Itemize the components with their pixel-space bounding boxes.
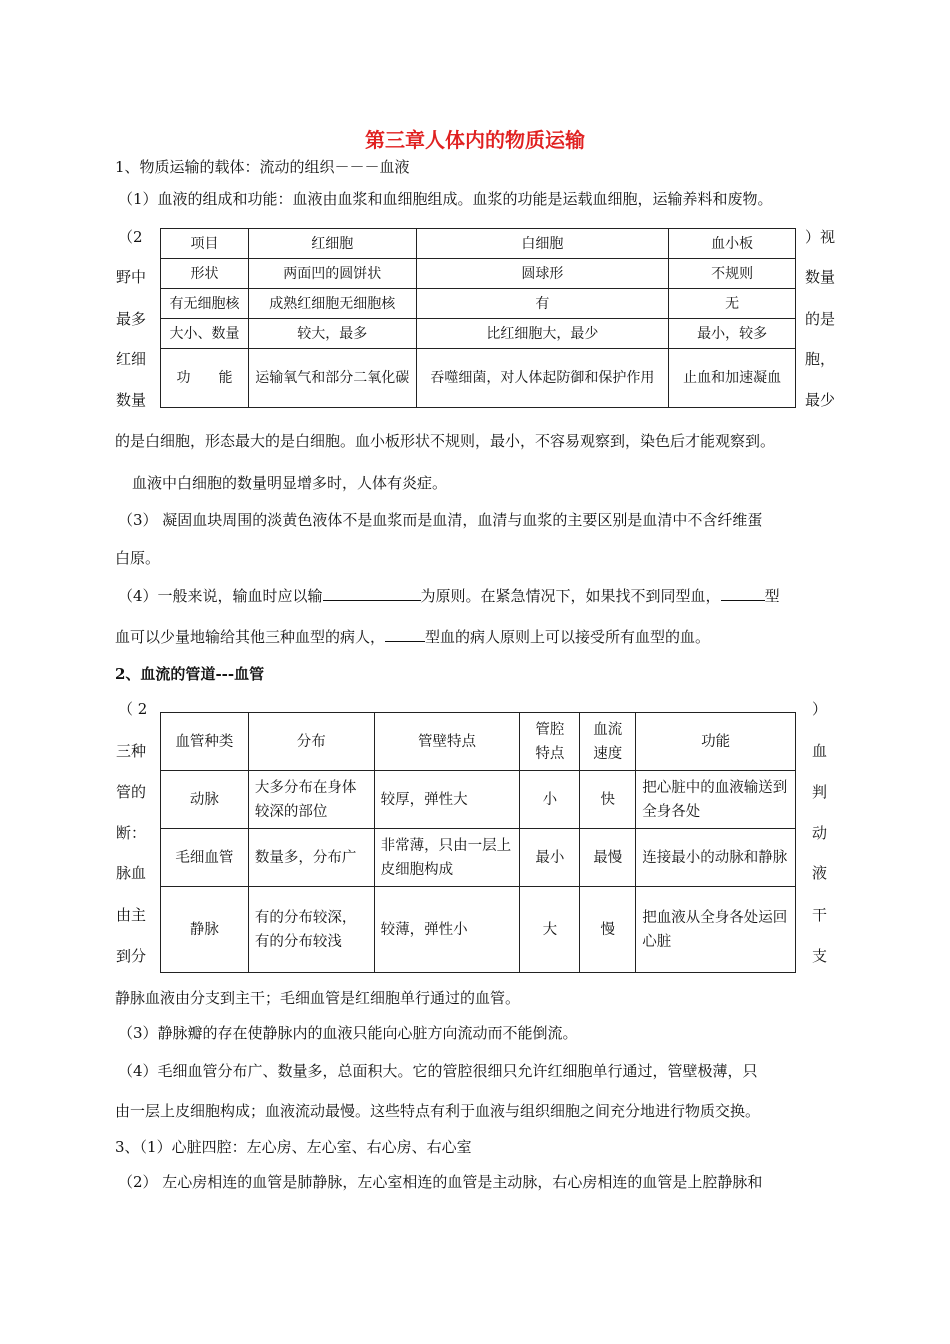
table-header: 功能 <box>636 713 796 771</box>
s2-left-1: （ 2 <box>118 700 148 718</box>
table-row <box>161 829 796 887</box>
table-cell: 有无细胞核 <box>161 289 249 319</box>
p2-left-5: 数量 <box>116 391 147 409</box>
table-cell: 快 <box>580 771 636 829</box>
s2-right-1: ） <box>812 700 828 718</box>
p3a: （3） 凝固血块周围的淡黄色液体不是血浆而是血清，血清与血浆的主要区别是血清中不含纤维蛋 <box>118 511 763 529</box>
p4a-part3: 型 <box>764 587 780 605</box>
section2-heading: 2、血流的管道---血管 <box>115 665 265 683</box>
table-header: 血小板 <box>669 229 796 259</box>
table-row <box>161 771 796 829</box>
table-cell: 较厚，弹性大 <box>374 771 520 829</box>
s2-left-4: 断： <box>116 824 147 842</box>
table-cell: 大多分布在身体较深的部位 <box>248 771 374 829</box>
page-title: 第三章人体内的物质运输 <box>365 128 585 152</box>
blood-cell-table <box>160 228 796 408</box>
s2-p3: （3）静脉瓣的存在使静脉内的血液只能向心脏方向流动而不能倒流。 <box>118 1024 578 1042</box>
s2-right-5: 液 <box>812 864 828 882</box>
s2-left-3: 管的 <box>116 783 147 801</box>
p2-right-4: 胞， <box>805 350 836 368</box>
table-cell: 大小、数量 <box>161 319 249 349</box>
table-row <box>161 319 796 349</box>
table-cell: 功 能 <box>161 349 249 408</box>
s2-left-2: 三种 <box>116 742 147 760</box>
s2-left-5: 脉血 <box>116 864 147 882</box>
answer-blank-1 <box>323 586 421 601</box>
table-cell: 慢 <box>580 887 636 973</box>
p2-right-2: 数量 <box>805 268 836 286</box>
table-cell: 无 <box>669 289 796 319</box>
s2-right-4: 动 <box>812 824 828 842</box>
s2-right-7: 支 <box>812 947 828 965</box>
table-cell: 大 <box>520 887 580 973</box>
table-cell: 连接最小的动脉和静脉 <box>636 829 796 887</box>
table-cell: 成熟红细胞无细胞核 <box>248 289 416 319</box>
section3-p1: 3、（1）心脏四腔：左心房、左心室、右心房、右心室 <box>115 1138 472 1156</box>
table-cell: 数量多，分布广 <box>248 829 374 887</box>
table-row <box>161 887 796 973</box>
table-cell: 止血和加速凝血 <box>669 349 796 408</box>
table-cell: 吞噬细菌，对人体起防御和保护作用 <box>416 349 669 408</box>
table-row <box>161 349 796 408</box>
p3b: 白原。 <box>115 549 161 567</box>
p2-right-3: 的是 <box>805 310 836 328</box>
p4b-part1: 血可以少量地输给其他三种血型的病人， <box>115 628 386 646</box>
p2-right-1: ）视 <box>805 228 836 246</box>
table-header-row <box>161 229 796 259</box>
table-cell: 不规则 <box>669 259 796 289</box>
s2-right-6: 干 <box>812 906 828 924</box>
table-header: 管腔特点 <box>520 713 580 771</box>
table-cell: 较薄，弹性小 <box>374 887 520 973</box>
table-cell: 有的分布较深，有的分布较浅 <box>248 887 374 973</box>
table-cell: 两面凹的圆饼状 <box>248 259 416 289</box>
table-row <box>161 259 796 289</box>
section1-heading: 1、物质运输的载体：流动的组织－－－血液 <box>115 158 410 176</box>
table-header: 红细胞 <box>248 229 416 259</box>
s2-after: 静脉血液由分支到主干；毛细血管是红细胞单行通过的血管。 <box>115 989 521 1007</box>
table-cell: 最小，较多 <box>669 319 796 349</box>
table-cell: 动脉 <box>161 771 249 829</box>
table-header: 血流速度 <box>580 713 636 771</box>
table-cell: 最慢 <box>580 829 636 887</box>
p4a-part1: （4）一般来说，输血时应以输 <box>118 587 323 605</box>
s2-p4a: （4）毛细血管分布广、数量多，总面积大。它的管腔很细只允许红细胞单行通过，管壁极薄，只 <box>118 1062 758 1080</box>
answer-blank-2 <box>721 586 765 601</box>
p2-left-4: 红细 <box>116 350 147 368</box>
s2-right-3: 判 <box>812 783 828 801</box>
table-cell: 运输氧气和部分二氧化碳 <box>248 349 416 408</box>
p4b-part2: 型血的病人原则上可以接受所有血型的血。 <box>425 628 711 646</box>
table-cell: 形状 <box>161 259 249 289</box>
table-header: 分布 <box>248 713 374 771</box>
table-cell: 小 <box>520 771 580 829</box>
p4a <box>118 585 780 606</box>
blood-vessel-table <box>160 712 796 973</box>
table-header: 项目 <box>161 229 249 259</box>
p2b: 血液中白细胞的数量明显增多时，人体有炎症。 <box>132 474 448 492</box>
table-header: 血管种类 <box>161 713 249 771</box>
table-cell: 把心脏中的血液输送到全身各处 <box>636 771 796 829</box>
table-cell: 较大，最多 <box>248 319 416 349</box>
section3-p2: （2） 左心房相连的血管是肺静脉，左心室相连的血管是主动脉，右心房相连的血管是上腔静脉和 <box>118 1173 763 1191</box>
section1-p1: （1）血液的组成和功能：血液由血浆和血细胞组成。血浆的功能是运载血细胞，运输养料和废物。 <box>118 190 773 208</box>
table-header-row <box>161 713 796 771</box>
table-row <box>161 289 796 319</box>
table-header: 白细胞 <box>416 229 669 259</box>
answer-blank-3 <box>385 627 425 642</box>
table-cell: 非常薄，只由一层上皮细胞构成 <box>374 829 520 887</box>
p2-right-5: 最少 <box>805 391 836 409</box>
table-cell: 圆球形 <box>416 259 669 289</box>
s2-p4b: 由一层上皮细胞构成；血液流动最慢。这些特点有利于血液与组织细胞之间充分地进行物质交换。 <box>115 1102 761 1120</box>
p2-left-2: 野中 <box>116 268 147 286</box>
p2-end: 的是白细胞，形态最大的是白细胞。血小板形状不规则，最小，不容易观察到，染色后才能观察到。 <box>115 432 776 450</box>
table-cell: 最小 <box>520 829 580 887</box>
table-cell: 静脉 <box>161 887 249 973</box>
table-cell: 有 <box>416 289 669 319</box>
table-cell: 把血液从全身各处运回心脏 <box>636 887 796 973</box>
table-header: 管壁特点 <box>374 713 520 771</box>
p2-left-3: 最多 <box>116 310 147 328</box>
table-cell: 毛细血管 <box>161 829 249 887</box>
p2-left-1: （2 <box>118 228 143 246</box>
s2-right-2: 血 <box>812 742 828 760</box>
p4b <box>115 626 710 647</box>
table-cell: 比红细胞大，最少 <box>416 319 669 349</box>
s2-left-6: 由主 <box>116 906 147 924</box>
p4a-part2: 为原则。在紧急情况下，如果找不到同型血， <box>420 587 721 605</box>
s2-left-7: 到分 <box>116 947 147 965</box>
